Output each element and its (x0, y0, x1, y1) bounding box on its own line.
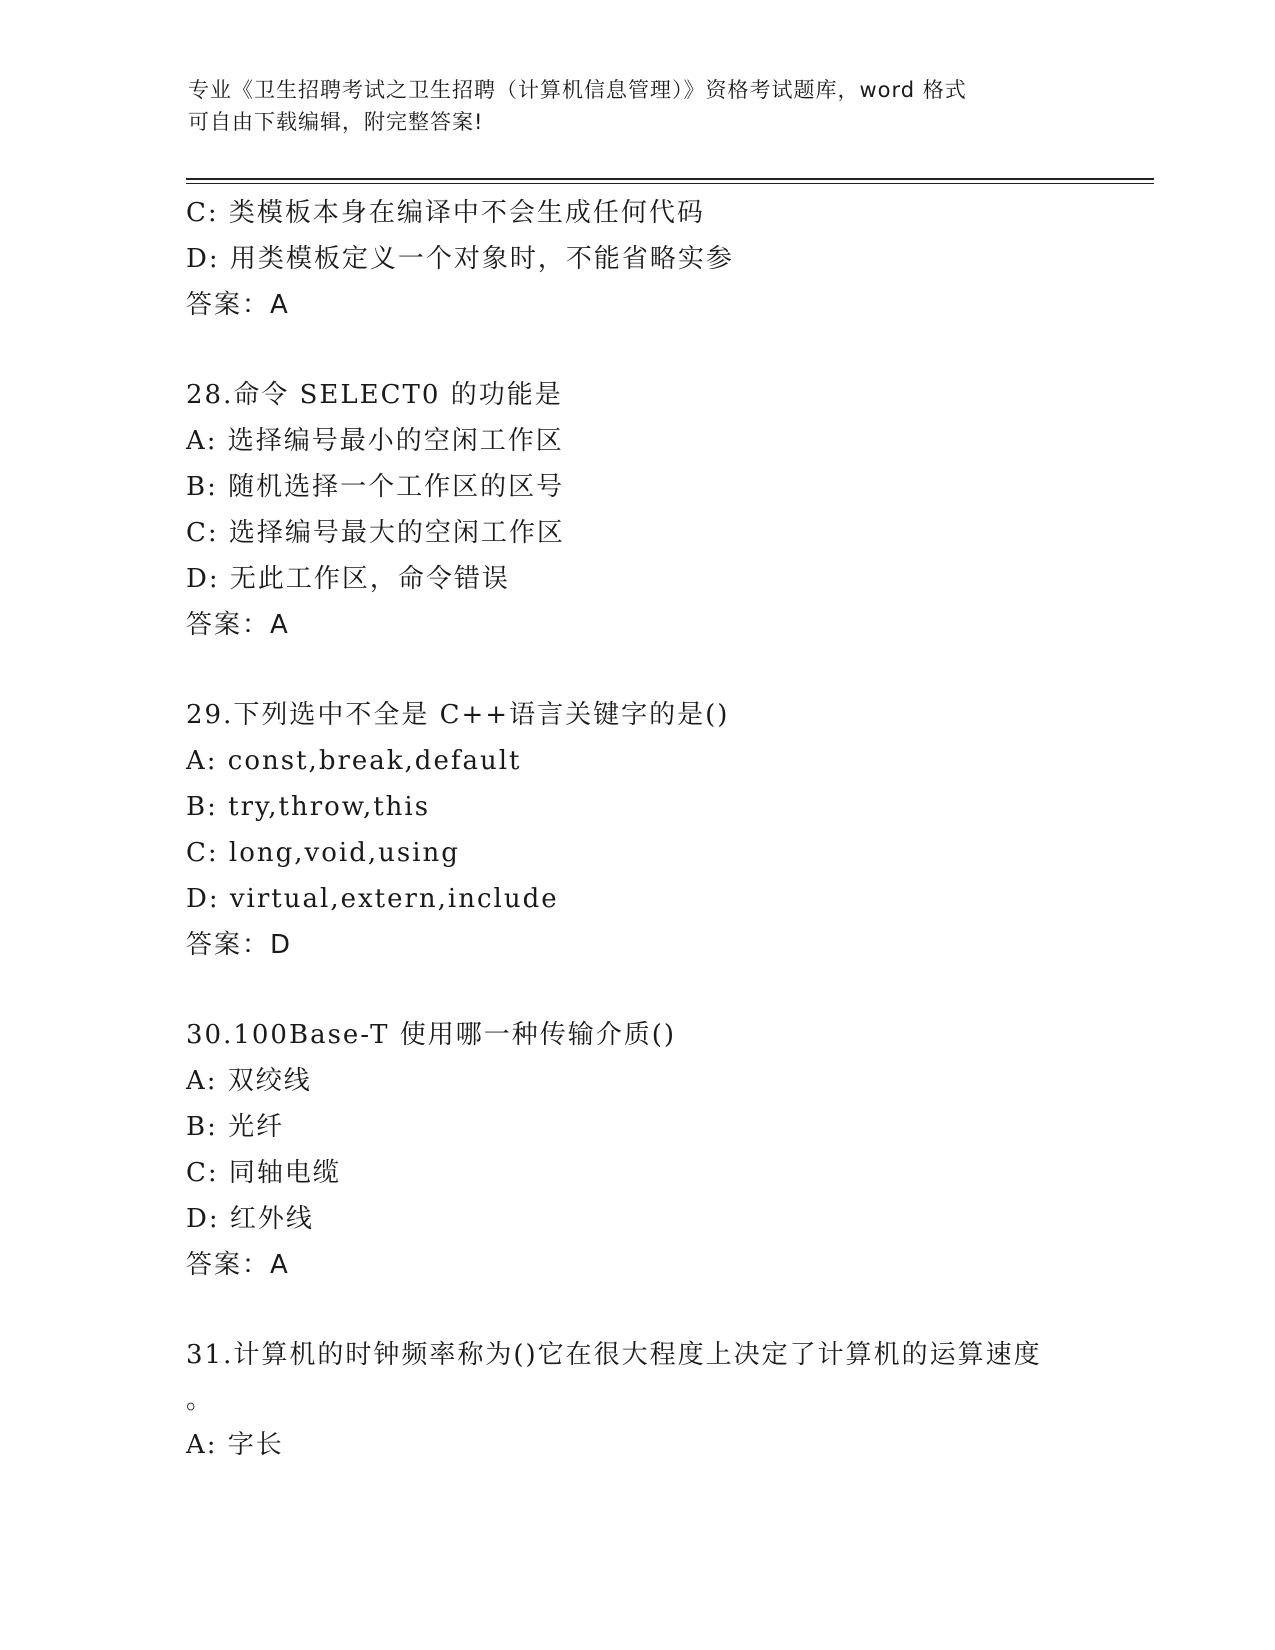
spacer (186, 648, 1186, 692)
question-29-stem: 29.下列选中不全是 C++语言关键字的是() (186, 700, 730, 730)
question-30-option-b: B: 光纤 (186, 1112, 285, 1142)
prev-answer: 答案：A (186, 290, 290, 320)
question-28-stem: 28.命令 SELECT0 的功能是 (186, 380, 563, 410)
header-rule-thin (186, 183, 1154, 184)
question-28-option-c: C: 选择编号最大的空闲工作区 (186, 518, 565, 548)
question-31-option-a: A: 字长 (186, 1430, 284, 1460)
spacer (186, 968, 1186, 1012)
spacer (186, 328, 1186, 372)
question-29-option-c: C: long,void,using (186, 838, 460, 868)
question-30-option-a: A: 双绞线 (186, 1066, 312, 1096)
prev-option-d: D: 用类模板定义一个对象时，不能省略实参 (186, 244, 734, 274)
question-29-option-b: B: try,throw,this (186, 792, 431, 822)
question-30-answer: 答案：A (186, 1250, 290, 1280)
spacer (186, 1288, 1186, 1332)
question-30-option-c: C: 同轴电缆 (186, 1158, 341, 1188)
header-title-line-1: 专业《卫生招聘考试之卫生招聘（计算机信息管理）》资格考试题库，word 格式 (188, 78, 967, 102)
question-28-option-b: B: 随机选择一个工作区的区号 (186, 472, 565, 502)
question-30-stem: 30.100Base-T 使用哪一种传输介质() (186, 1020, 677, 1050)
header-rule-thick (186, 178, 1154, 180)
question-31-stem: 31.计算机的时钟频率称为()它在很大程度上决定了计算机的运算速度 (186, 1340, 1042, 1370)
document-header (188, 74, 1088, 138)
question-29-option-a: A: const,break,default (186, 746, 522, 776)
prev-option-c: C: 类模板本身在编译中不会生成任何代码 (186, 198, 705, 228)
question-28-option-d: D: 无此工作区，命令错误 (186, 564, 510, 594)
question-29-answer: 答案：D (186, 930, 293, 960)
header-title-line-2: 可自由下载编辑，附完整答案! (188, 110, 484, 134)
question-31-stem-continuation: 。 (186, 1385, 215, 1415)
question-28-option-a: A: 选择编号最小的空闲工作区 (186, 426, 564, 456)
question-list (186, 190, 1186, 1468)
question-29-option-d: D: virtual,extern,include (186, 884, 559, 914)
question-30-option-d: D: 红外线 (186, 1204, 314, 1234)
question-28-answer: 答案：A (186, 610, 290, 640)
